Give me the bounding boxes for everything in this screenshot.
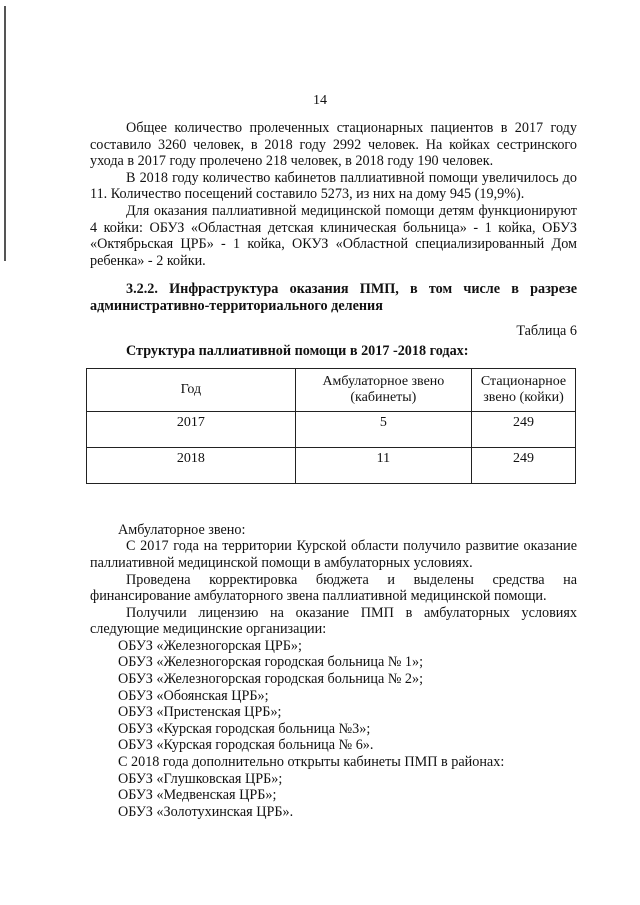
list-item: ОБУЗ «Золотухинская ЦРБ». xyxy=(118,803,294,820)
list-item: ОБУЗ «Курская городская больница №3»; xyxy=(118,720,371,737)
scan-edge-line xyxy=(4,6,6,261)
list-item: ОБУЗ «Пристенская ЦРБ»; xyxy=(118,704,282,721)
ambulatory-label: Амбулаторное звено: xyxy=(118,521,246,538)
table-row xyxy=(87,411,576,447)
paragraph-budget: Проведена корректировка бюджета и выделены средства на финансирование амбулаторного звена паллиативной медицинской помощи. xyxy=(90,571,577,605)
cell-year: 2018 xyxy=(87,447,296,483)
table-row xyxy=(87,447,576,483)
page-number: 14 xyxy=(313,93,327,108)
table-caption: Таблица 6 xyxy=(516,322,577,339)
paragraph-children-beds: Для оказания паллиативной медицинской помощи детям функционируют 4 койки: ОБУЗ «Областная детская клиническая больница» - 1 койка, ОБУЗ «Октябрьская ЦРБ» - 1 койка, ОКУЗ «Областной специализированный Дом ребенка» - 2 койки. xyxy=(90,202,577,269)
cell-ambulatory: 11 xyxy=(295,447,471,483)
list-item: ОБУЗ «Медвенская ЦРБ»; xyxy=(118,787,277,804)
additional-intro: С 2018 года дополнительно открыты кабинеты ПМП в районах: xyxy=(118,754,505,771)
list-item: ОБУЗ «Железногорская городская больница № 2»; xyxy=(118,671,424,688)
header-ambulatory: Амбулаторное звено (кабинеты) xyxy=(295,368,471,411)
paragraph-development: С 2017 года на территории Курской области получило развитие оказание паллиативной медицинской помощи в амбулаторных условиях. xyxy=(90,538,577,571)
spacer xyxy=(90,269,577,281)
list-item: ОБУЗ «Курская городская больница № 6». xyxy=(118,737,374,754)
list-item: ОБУЗ «Глушковская ЦРБ»; xyxy=(118,770,283,787)
cell-inpatient: 249 xyxy=(472,411,576,447)
section-heading: 3.2.2. Инфраструктура оказания ПМП, в том числе в разрезе административно-территориального деления xyxy=(90,281,577,314)
table-title: Структура паллиативной помощи в 2017 -2018 годах: xyxy=(126,343,469,360)
document-body xyxy=(90,120,577,820)
paragraph-offices: В 2018 году количество кабинетов паллиативной помощи увеличилось до 11. Количество посещений составило 5273, из них на дому 945 (19,9%). xyxy=(90,169,577,203)
cell-inpatient: 249 xyxy=(472,447,576,483)
table-header-row xyxy=(87,368,576,411)
header-year: Год xyxy=(87,368,296,411)
list-item: ОБУЗ «Железногорская городская больница № 1»; xyxy=(118,654,424,671)
list-item: ОБУЗ «Обоянская ЦРБ»; xyxy=(118,687,269,704)
cell-year: 2017 xyxy=(87,411,296,447)
list-item: ОБУЗ «Железногорская ЦРБ»; xyxy=(118,637,302,654)
header-inpatient: Стационарное звено (койки) xyxy=(472,368,576,411)
paragraph-license: Получили лицензию на оказание ПМП в амбулаторных условиях следующие медицинские организации: xyxy=(90,604,577,638)
spacer xyxy=(90,484,577,522)
palliative-structure-table xyxy=(86,368,576,484)
cell-ambulatory: 5 xyxy=(295,411,471,447)
paragraph-patients: Общее количество пролеченных стационарных пациентов в 2017 году составило 3260 человек, в 2018 году 2992 человек. На койках сестринского ухода в 2017 году пролечено 218 человек, в 2018 году 190 человек. xyxy=(90,120,577,170)
